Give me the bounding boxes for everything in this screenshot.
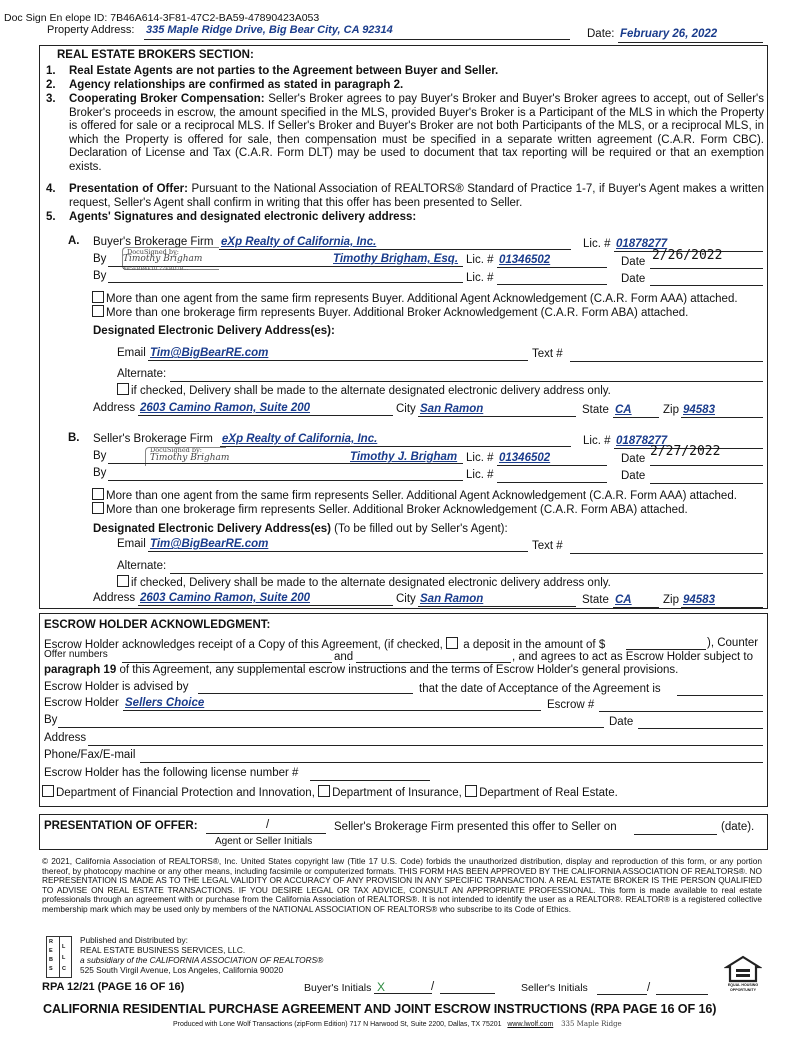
item-number: 3. [46,93,56,105]
escrow-acceptance-text: that the date of Acceptance of the Agreement is [419,683,661,695]
escrow-address-label: Address [44,732,87,744]
buyer-aaa-text: More than one agent from the same firm represents Buyer. Additional Agent Acknowledgement (C.A.R. Form AAA) attached. [106,293,738,305]
item-4-paragraph [69,183,764,210]
property-address-label: Property Address: [47,24,135,36]
seller-city-label: City [396,593,416,605]
presentation-date-suffix: (date). [721,821,755,833]
escrow-holder-value: Sellers Choice [125,697,205,709]
buyer-text-label: Text # [532,348,563,360]
buyer-address-label: Address [93,402,136,414]
produced-file-name: 335 Maple Ridge [561,1020,622,1028]
escrow-line-3 [44,664,678,676]
seller-delivery-title: Designated Electronic Delivery Address(es) [93,523,331,535]
escrow-license-label: Escrow Holder has the following license number # [44,767,299,779]
seller-aaa-text: More than one agent from the same firm represents Seller. Additional Agent Acknowledgement (C.A.R. Form AAA) attached. [106,490,737,502]
buyer-docusign-tag: DocuSigned by: [127,248,179,256]
buyer-aaa-row [92,291,738,305]
escrow-receipt-text: Escrow Holder acknowledges receipt of a Copy of this Agreement, (if checked, [44,639,443,651]
rebs-logo-letter: R [49,939,53,945]
seller-by-label: By [93,450,107,462]
buyer-by2-label: By [93,270,107,282]
escrow-agrees-text: , and agrees to act as Escrow Holder subject to [512,651,753,663]
item-number: 1. [46,65,56,77]
seller-alt-check-text: if checked, Delivery shall be made to the alternate designated electronic delivery address only. [131,577,611,589]
seller-address-value: 2603 Camino Ramon, Suite 200 [140,592,311,604]
escrow-offer-numbers: Offer numbers [44,649,108,660]
item-3-paragraph [69,93,764,175]
seller-by2-date-label: Date [621,470,646,482]
buyer-alt-check-row [117,383,611,397]
buyer-state-label: State [582,404,609,416]
seller-text-label: Text # [532,540,563,552]
seller-city-value: San Ramon [420,593,484,605]
seller-agent-lic-label: Lic. # [466,452,494,464]
seller-state-label: State [582,594,609,606]
seller-agent-lic-value: 01346502 [499,452,551,464]
seller-by2-lic-label: Lic. # [466,469,494,481]
buyer-city-value: San Ramon [420,403,484,415]
seller-delivery-row [93,523,508,535]
equal-housing-text: EQUAL HOUSING OPPORTUNITY [727,983,759,992]
escrow-phone-label: Phone/Fax/E-mail [44,749,136,761]
buyer-aba-checkbox[interactable] [92,305,104,317]
buyer-email-label: Email [117,347,146,359]
escrow-by-label: By [44,714,58,726]
date-label: Date: [587,28,615,40]
seller-firm-lic-value: 01878277 [616,435,668,447]
seller-alt-check-row [117,575,611,589]
escrow-para19: paragraph 19 [44,664,117,676]
buyer-signature-id: 4B5EBB4E10 77EBD7B... [123,266,189,272]
rebs-logo-letter: S [49,966,53,972]
insurance-checkbox[interactable] [318,785,330,797]
item-4-title: Presentation of Offer: [69,183,188,195]
seller-address-label: Address [93,592,136,604]
rebs-logo-letter: E [49,948,53,954]
buyer-signature[interactable]: Timothy Brigham [123,254,203,264]
escrow-and: and [334,651,354,663]
equal-housing-icon [724,955,762,995]
escrow-date-label: Date [609,716,634,728]
copyright-notice: © 2021, California Association of REALTORS®, Inc. United States copyright law (Title 17 U.S. Code) forbids the unauthorized distribution, display and reproduction of this form, or any portion thereof, by photocopy machine or any other means, including facsimile or computerized formats. THIS FORM HAS BEEN APPROVED BY THE CALIFORNIA ASSOCIATION OF REALTORS®. NO REPRESENTATION IS MADE AS TO THE LEGAL VALIDITY OR ACCURACY OF ANY PROVISION IN ANY SPECIFIC TRANSACTION. A REAL ESTATE BROKER IS THE PERSON QUALIFIED TO ADVISE ON REAL ESTATE TRANSACTIONS. IF YOU DESIRE LEGAL OR TAX ADVICE, CONSULT AN APPROPRIATE PROFESSIONAL. This form is made available to real estate professionals through an agreement with or purchase from the California Association of REALTORS®. It is not intended to identify the user as a REALTOR®. REALTOR® is a registered collective membership mark which may be used only by members of the NATIONAL ASSOCIATION OF REALTORS® who subscribe to its Code of Ethics. [42,856,762,914]
buyer-city-label: City [396,403,416,415]
buyer-initials-slash: / [431,981,435,993]
publisher-line-3: a subsidiary of the CALIFORNIA ASSOCIATION OF REALTORS® [80,955,324,965]
seller-email-value: Tim@BigBearRE.com [150,538,269,550]
real-estate-checkbox[interactable] [465,785,477,797]
produced-text: Produced with Lone Wolf Transactions (zipForm Edition) 717 N Harwood St, Suite 2200, Dallas, TX 75201 [173,1021,502,1028]
buyer-zip-value: 94583 [683,404,715,416]
buyer-date-value: 2/26/2022 [652,248,723,263]
buyer-agent-lic-label: Lic. # [466,254,494,266]
buyer-by-label: By [93,253,107,265]
rebs-logo-letter: L [62,955,66,961]
seller-zip-label: Zip [663,594,679,606]
buyer-aaa-checkbox[interactable] [92,291,104,303]
seller-zip-value: 94583 [683,594,715,606]
seller-date-value: 2/27/2022 [650,444,721,459]
seller-date-label: Date [621,453,646,465]
item-5-text: Agents' Signatures and designated electronic delivery address: [69,211,417,223]
rebs-logo-letter: C [62,966,66,972]
buyer-agent-lic-value: 01346502 [499,254,551,266]
seller-alt-checkbox[interactable] [117,575,129,587]
item-number: 5. [46,211,56,223]
seller-agent-name: Timothy J. Brigham [350,451,458,463]
escrow-holder-label: Escrow Holder [44,697,119,709]
buyer-firm-label: Buyer's Brokerage Firm [93,236,214,248]
buyer-email-value: Tim@BigBearRE.com [150,347,269,359]
rebs-logo-letter: B [49,957,53,963]
buyer-by2-date-label: Date [621,273,646,285]
escrow-counter-text: ), Counter [707,637,759,649]
presentation-title: PRESENTATION OF OFFER: [44,820,198,832]
seller-aba-text: More than one brokerage firm represents Seller. Additional Broker Acknowledgement (C.A.R. Form ABA) attached. [106,504,688,516]
escrow-advised-label: Escrow Holder is advised by [44,681,189,693]
seller-aaa-checkbox[interactable] [92,488,104,500]
buyer-initials-label: Buyer's Initials [304,982,372,994]
seller-state-value: CA [615,594,632,606]
seller-initials-label: Seller's Initials [521,982,588,994]
buyer-alt-checkbox[interactable] [117,383,129,395]
seller-firm-value: eXp Realty of California, Inc. [222,433,378,445]
docusign-envelope-id: Doc Sign En elope ID: 7B46A614-3F81-47C2-BA59-47890423A053 [4,12,320,24]
item-2-text: Agency relationships are confirmed as stated in paragraph 2. [69,79,404,91]
rebs-logo [46,936,72,978]
item-3-title: Cooperating Broker Compensation: [69,93,265,105]
presentation-initials-caption: Agent or Seller Initials [215,836,313,847]
form-big-title: CALIFORNIA RESIDENTIAL PURCHASE AGREEMENT AND JOINT ESCROW INSTRUCTIONS (RPA PAGE 16 OF 16) [43,1002,717,1016]
seller-email-label: Email [117,538,146,550]
seller-aaa-row [92,488,737,502]
produced-line [173,1020,622,1028]
item-3-text: Seller's Broker agrees to pay Buyer's Broker and Buyer's Broker agrees to accept, out of Seller's Broker's proceeds in escrow, the amount specified in the MLS, provided Buyer's Broker is a Participant of the MLS in which the Property is offered for sale or a reciprocal MLS. If Seller's Broker and Buyer's Broker are not both Participants of the MLS, or a reciprocal MLS, in which the Property is offered for sale, then compensation must be specified in a separate written agreement (C.A.R. Form CBC). Declaration of License and Tax (C.A.R. Form DLT) may be used to document that tax reporting will be required or that an exemption exists. [69,93,764,173]
item-number: 2. [46,79,56,91]
seller-docusign-tag: DocuSigned by: [150,446,202,454]
form-id: RPA 12/21 (PAGE 16 OF 16) [42,981,185,993]
brokers-section-title: REAL ESTATE BROKERS SECTION: [57,49,254,61]
seller-aba-row [92,502,688,516]
real-estate-label: Department of Real Estate. [479,787,618,799]
buyer-agent-name: Timothy Brigham, Esq. [333,253,459,265]
section-letter-b: B. [68,432,80,444]
escrow-line-1 [44,637,605,651]
escrow-deposit-text: a deposit in the amount of $ [463,639,606,651]
seller-alternate-label: Alternate: [117,560,167,572]
buyer-by2-lic-label: Lic. # [466,272,494,284]
rebs-logo-letter: L [62,944,66,950]
buyer-date-label: Date [621,256,646,268]
buyer-alternate-label: Alternate: [117,368,167,380]
escrow-dept-row [42,785,618,799]
buyer-firm-lic-value: 01878277 [616,238,668,250]
buyer-zip-label: Zip [663,404,679,416]
escrow-number-label: Escrow # [547,699,595,711]
dfpi-checkbox[interactable] [42,785,54,797]
seller-signature[interactable]: Timothy Brigham [150,453,230,463]
buyer-state-value: CA [615,404,632,416]
presentation-slash: / [266,819,270,831]
publisher-line-1: Published and Distributed by: [80,935,188,945]
rebs-logo-right-column [62,942,71,975]
property-address-value: 335 Maple Ridge Drive, Big Bear City, CA 92314 [146,24,393,36]
buyer-delivery-title: Designated Electronic Delivery Address(es): [93,325,335,337]
seller-initials-slash: / [647,982,651,994]
seller-delivery-note: (To be filled out by Seller's Agent): [334,523,508,535]
item-1-text: Real Estate Agents are not parties to the Agreement between Buyer and Seller. [69,65,499,77]
buyer-aba-text: More than one brokerage firm represents Buyer. Additional Broker Acknowledgement (C.A.R. Form ABA) attached. [106,307,689,319]
seller-firm-label: Seller's Brokerage Firm [93,433,213,445]
publisher-line-4: 525 South Virgil Avenue, Los Angeles, California 90020 [80,965,284,975]
seller-aba-checkbox[interactable] [92,502,104,514]
buyer-alt-check-text: if checked, Delivery shall be made to the alternate designated electronic delivery address only. [131,385,611,397]
produced-website[interactable]: www.lwolf.com [507,1021,554,1028]
presentation-text: Seller's Brokerage Firm presented this offer to Seller on [334,821,617,833]
escrow-line3-text: of this Agreement, any supplemental escrow instructions and the terms of Escrow Holder's general provisions. [119,664,679,676]
buyer-firm-lic-label: Lic. # [583,238,611,250]
buyer-aba-row [92,305,688,319]
escrow-title: ESCROW HOLDER ACKNOWLEDGMENT: [44,619,271,631]
seller-by2-label: By [93,467,107,479]
buyer-firm-value: eXp Realty of California, Inc. [221,236,377,248]
buyer-initials-value[interactable]: X [377,980,386,994]
buyer-address-value: 2603 Camino Ramon, Suite 200 [140,402,311,414]
rebs-logo-left-column [49,938,58,974]
date-value: February 26, 2022 [620,28,718,40]
seller-firm-lic-label: Lic. # [583,435,611,447]
insurance-label: Department of Insurance, [332,787,462,799]
section-letter-a: A. [68,235,80,247]
dfpi-label: Department of Financial Protection and Innovation, [56,787,315,799]
publisher-line-2: REAL ESTATE BUSINESS SERVICES, LLC. [80,945,246,955]
item-number: 4. [46,183,56,195]
escrow-deposit-checkbox[interactable] [446,637,458,649]
item-4-text: Pursuant to the National Association of REALTORS® Standard of Practice 1-7, if Buyer's Agent makes a written request, Seller's Agent shall confirm in writing that this offer has been presented to Seller. [69,183,764,209]
